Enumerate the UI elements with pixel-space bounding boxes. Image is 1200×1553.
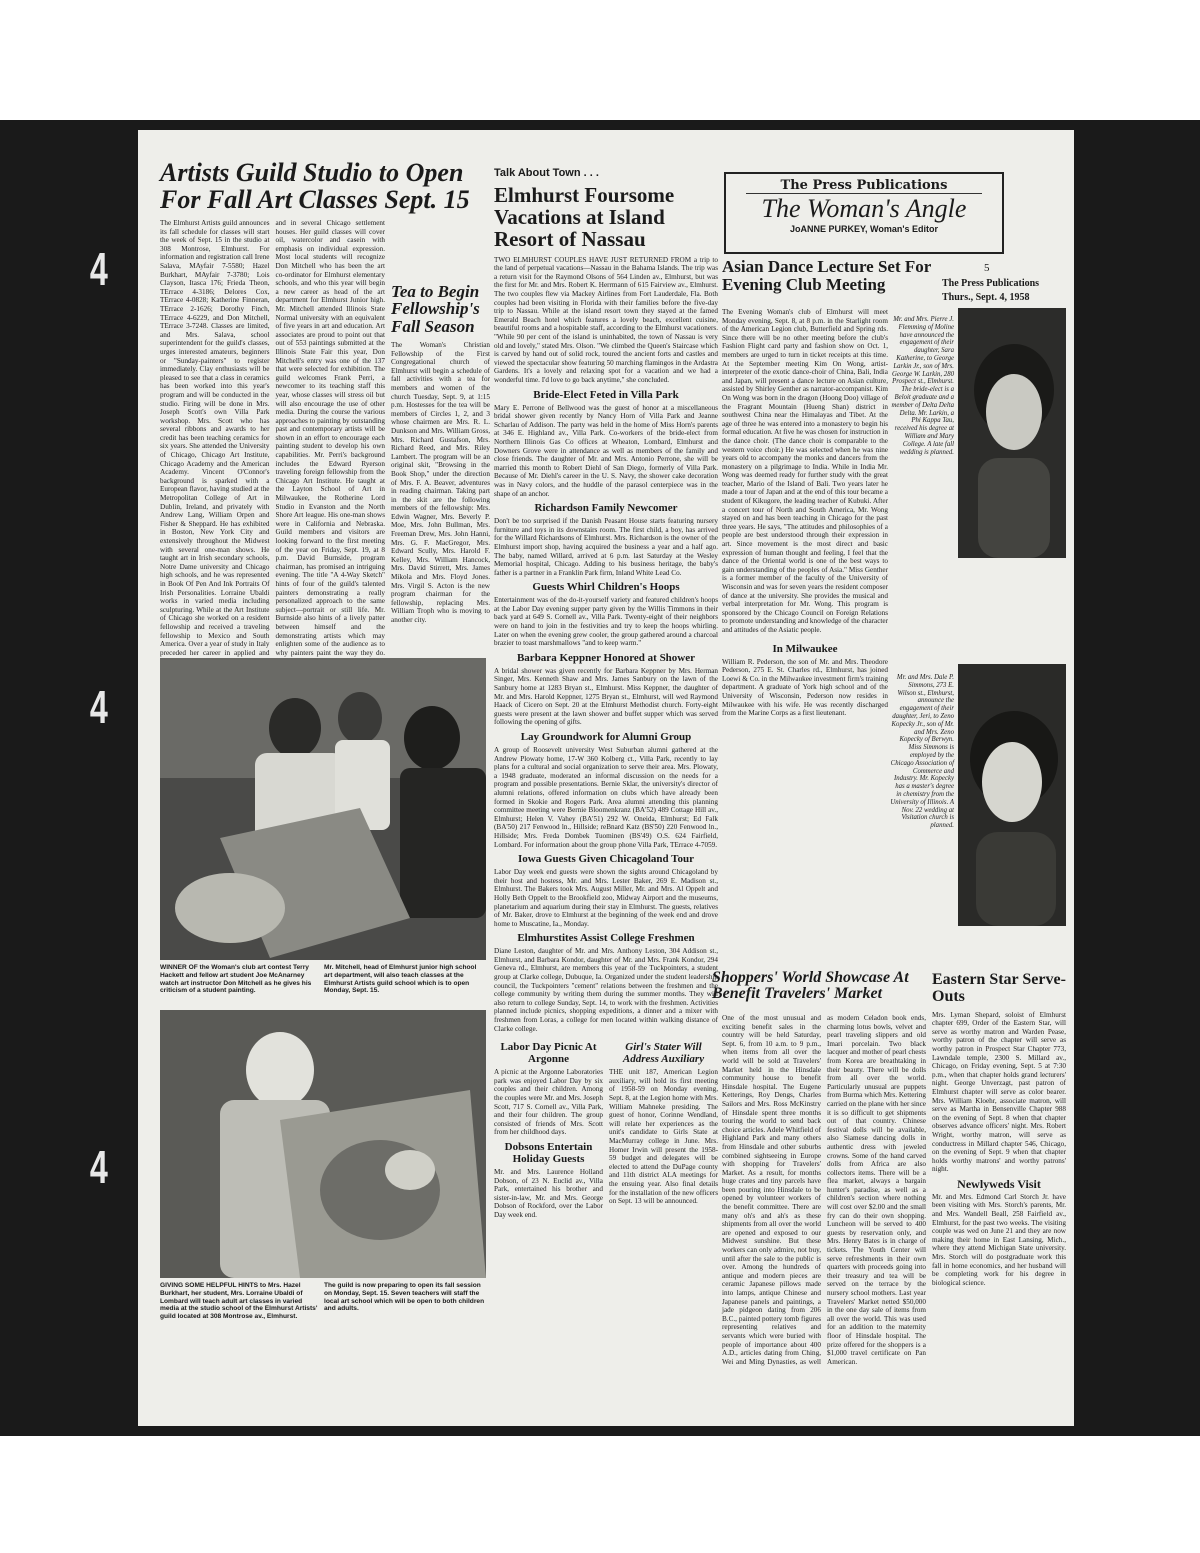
- asian-dance-article: [722, 308, 888, 968]
- art-class-photo: [160, 658, 486, 960]
- richardson-headline: Richardson Family Newcomer: [534, 502, 678, 515]
- newlyweds-body: Mr. and Mrs. Edmond Carl Storch Jr. have been visiting with Mrs. Storch's parents, Mr. and Mrs. Wandell Beall, 258 Fairfield av., Elmhurst, for the past two weeks. The visiting couple was wed on June 21 and they are now making their home in East Lansing, Mich., where they attend Michigan State university. Mrs. Storch will do postgraduate work this fall in home economics, and her husband will be completing work for his degree in biological science.: [932, 1192, 1066, 1287]
- tea-headline: Tea to Begin Fellowship's Fall Season: [391, 282, 480, 336]
- dateline-paper: The Press Publications: [942, 278, 1040, 289]
- shoppers-headline: Shoppers' World Showcase At Benefit Travelers' Market: [712, 969, 909, 1003]
- artists-guild-section: [160, 160, 490, 656]
- film-marker-bottom: 4: [89, 1141, 108, 1193]
- teaching-photo-illustration: [160, 1010, 486, 1278]
- shoppers-body: One of the most unusual and exciting benefit sales in the country will be held Saturday, Sept. 6, from 10 a.m. to 9 p.m., when items from all over the world will be sold at Travelers' Market held in the Hinsdale community house to benefit Hinsdale hospital. The Eugene Ketterings, Roy Dengs, Charles Sailors and Mrs. Ross McKinstry of Hinsdale spent three months touring the world to send back choice articles. Adele Whitfield of Highland Park and many others from Hinsdale and other suburbs combined sightseeing in Europe with shopping for Travelers' Market. As a result, for months huge crates and tiny parcels have been pouring into Hinsdale to be opened by volunteer workers of the benefit committee. There are many oh's and ah's as these shipments from all over the world are opened and exposed to our Midwest sunshine. But these workers can only admire, not buy, until after the sale to the public is over. Among the hundreds of antique and modern pieces are ceramic Japanese pillows made into lamps, antique Chinese and Japanese panels and paintings, a jade pidgeon dating from 206 B.C., painted pottery tomb figures representing relatives and servants which were buried with people of importance about 400 A.D., articles dating from Ching, Wei and Ming Dynasties, as well as modern Celadon book ends, charming lotus bowls, velvet and pearl traveling slippers and old Imari porcelain. Two black lacquer and mother of pearl chests from Korea are breathtaking in their beauty. There will be dolls from all over the world. Particularly unusual are puppets from Burma which Mrs. Kettering carried on the plane with her since it is so difficult to get shipments out of that country. Chinese festival dolls will be available, also Siamese dancing dolls in authentic dress with jeweled crowns. Some of the hand carved dolls from Africa are also collectors items. There will be a flea market, always a bargain hunter's paradise, as well as a children's section where nothing will cost over $2.00 and the small fry can do their own shopping. Luncheon will be served to 400 guests by reservation only, and Mrs. Henry Bates is in charge of tickets. The Youth Center will serve refreshments in their own quarters with proceeds going into their treasury and tea will be served on the terrace by the nursery school mothers. Last year Travelers' Market netted $50,000 in the one day sale of items from all over the world. This was used for an addition to the maternity floor of Hinsdale hospital. The prize offered for the shoppers is a $1,000 travel certificate on Pan American.: [722, 1014, 926, 1366]
- dobsons-headline: Dobsons Entertain Holiday Guests: [504, 1140, 593, 1165]
- teaching-caption-left: GIVING SOME HELPFUL HINTS to Mrs. Hazel Burkhart, her student, Mrs. Lorraine Ubaldi of Lombard will teach adult art classes in varied media at the studio school of the Elmhurst Artists' guild located at 308 Montrose av., Elmhurst.: [160, 1282, 318, 1321]
- artists-guild-body: The Elmhurst Artists guild announces its fall schedule for classes will start the week of Sept. 15 in the studio at 308 Montrose, Elmhurst. For information and registration call Irene Salava, MAyfair 7-5580; Hazel Burkhart, MAyfair 7-3780; Lois Clayson, Itasca 176; Frieda Theon, TErrace 4-3186; Delores Cox, TErrace 4-0828; Katherine Finneran, TErrace 2-1626; Dorothy Finch, TErrace 4-6229, and Don Mitchell, TErrace 3-7248. Classes are limited, and Mrs. Salava, school superintendent for the guild's classes, urges interested amateurs, beginners or "Sunday-painters" to register immediately. Clay enthusiasts will be pleased to see that a class in ceramics has been worked into this year's program and will be conducted in the studio. Firing will be done in Mrs. Joseph Scott's own Villa Park workshop. Mrs. Scott who has several ribbons and awards to her credit has been teaching ceramics for six years. She attended the University of Chicago, Chicago Art Institute, Chicago Academy and the American Academy. Vincent O'Connor's background is sparked with a European flavor, having studied at the Metropolitan College of Art in Dublin, Ireland, and privately with Andrew Lang, William Orpen and Fisher & Sheppard. He has exhibited in Boston, New York City and extensively throughout the Midwest with several one-man shows. He taught art in Irish secondary schools, Notre Dame university and Chicago high schools, and he was represented in Book Of Pen And Ink Portraits Of Irish Personalities. Lorraine Ubaldi works in varied media including sculpturing. While at the Art Institute of Chicago she worked on a resident fellowship and received a traveling fellowship to Mexico and South America. Over a year of study in Italy preceded her career in applied and and in several Chicago settlement houses. Her guild classes will cover oil, watercolor and casein with emphasis on individual expression. Most local students will recognize Don Mitchell who has been the art co-ordinator for Elmhurst elementary schools, and who this year will begin a new career as head of the art department for Elmhurst Junior high. Mr. Mitchell attended Illinois State Normal university with an equivalent of five years in art and education. Art associates are proud to point out that out of 553 paintings submitted at the Illinois State Fair this year, Don Mitchell's entry was one of the 137 that were selected for exhibition. The guild welcomes Frank Perri, a newcomer to its teaching staff this year, whose classes will stress oil but will also encourage the use of other media. During the course the various approaches to painting by outstanding past and contemporary artists will be shown in an effort to encourage each painting student to develop his own capabilities. Mr. Perri's background includes the Edward Ryerson traveling foreign fellowship from the Chicago Art Institute. He taught at the Layton School of Art in Milwaukee, the Rotherine Lord Studio in Evanston and the North Shore Art league. His one-man shows were in California and Nebraska. Guild members and visitors are looking forward to the first meeting of the year on Friday, Sept. 19, at 8 p.m. David Burnside, program chairman, has promised an intriguing evening. The title "A 4-Way Sketch" hints of four of the guild's talented painters demonstrating a really personalized approach to the same subject—portrait or still life. Mr. Burnside also hints of a lively patter between himself and the demonstrating artists which may enlighten some of the audience as to why painters paint the way they do.: [160, 219, 385, 657]
- engagement-portrait-1: [958, 308, 1066, 558]
- portrait-1-illustration: [958, 308, 1066, 558]
- talk-about-town-section: [494, 168, 718, 1422]
- film-marker-top: 4: [89, 243, 108, 295]
- newspaper-page: [138, 130, 1074, 1426]
- labor-day-body: A picnic at the Argonne Laboratories park was enjoyed Labor Day by six couples and their children. Among the couples were Mr. and Mrs. Joseph Scott, 717 S. Cornell av., Villa Park, and their four children. The group consisted of friends of Mrs. Scott from her childhood days.: [494, 1068, 603, 1137]
- asian-dance-headline: Asian Dance Lecture Set For Evening Club Meeting: [722, 257, 932, 294]
- bride-body: Mary E. Perrone of Bellwood was the guest of honor at a miscellaneous bridal shower given recently by Nancy Horn of Villa Park and Jeanne Scharlau of Addison. The party was held in the home of Miss Horn's parents at 346 E. Highland av., Villa Park. Co-workers of the bride-elect from Northern Illinois Gas Co offices at Wheaton, Lombard, Elmhurst and Downers Grove were in attendance as well as members of the family and close friends. The daughter of Mr. and Mrs. Antonio Perrone, she will be married this month to Robert Diehl of San Diego, formerly of Villa Park. Because of Mr. Diehl's career in the U. S. Navy, the shower cake decoration was in Navy colors, and the huddle of the parasol centerpiece was in the shape of an anchor.: [494, 403, 718, 498]
- labor-day-headline: Labor Day Picnic At Argonne: [500, 1041, 597, 1066]
- talk-kicker: Talk About Town . . .: [494, 167, 599, 179]
- teaching-caption-right: The guild is now preparing to open its fall session on Monday, Sept. 15. Seven teachers will staff the local art school which will be open to both children and adults.: [324, 1282, 485, 1313]
- girls-stater-body: THE unit 187, American Legion auxiliary, will hold its first meeting of 1958-59 on Monday evening, Sept. 8, at the Legion home with Mrs. William Mahneke presiding. The guest of honor, Corinne Wendland, will relate her experiences as the unit's candidate to Girls State at MacMurray college in June. Mrs. Homer Irwin will present the 1958-59 budget and delegates will be elected to attend the DuPage county and 11th district ALA meetings for the ensuing year. Also final details for the installation of the new officers on Sept. 13 will be announced.: [609, 1068, 718, 1206]
- artists-guild-headline: Artists Guild Studio to Open For Fall Art Classes Sept. 15: [160, 158, 470, 214]
- iowa-body: Labor Day week end guests were shown the sights around Chicagoland by their host and hostess, Mr. and Mrs. Lester Baker, 269 E. Madison st., Elmhurst. The Bakers took Mrs. August Miller, Mr. and Mrs. Al Oppelt and Holly Beth Oppelt to the Brookfield zoo, Midway Airport and the museums, planetarium and aquarium during their stay in Elmhurst. The guests, relatives of Mr. Baker, drove to Elmhurst at the beginning of the week end and drove home to Muscatine, Ia., Monday.: [494, 868, 718, 928]
- keppner-headline: Barbara Keppner Honored at Shower: [516, 651, 696, 664]
- nassau-headline: Elmhurst Foursome Vacations at Island Resort of Nassau: [494, 182, 675, 251]
- dobsons-body: Mr. and Mrs. Laurence Holland Dobson, of 23 N. Euclid av., Villa Park, entertained his brother and sister-in-law, Mr. and Mrs. George Dobson of Rockford, over the Labor Day week end.: [494, 1167, 603, 1219]
- art-class-caption-right: Mr. Mitchell, head of Elmhurst junior high school art department, will also teach classes at the Elmhurst Artists guild school which is to open Monday, Sept. 15.: [324, 964, 477, 995]
- eastern-star-headline: Eastern Star Serve-Outs: [932, 971, 1066, 1005]
- alumni-body: A group of Roosevelt university West Suburban alumni gathered at the Andrew Plowaty home, 17-W 360 Kolberg ct., Villa Park, recently to lay plans for a cultural and social organization to serve their area. Mrs. Plowaty, a 1948 graduate, moderated an informal discussion on the needs for a program and possible presentations. Bernie Sklar, the university's director of alumni relations, offered information on clubs which have already been formed in Skokie and Rogers Park. Area alumni attending this planning committee meeting were Bernie Bloomenkranz (BA'52) 489 Cottage Hill av., Elmhurst; Helen V. Vahey (BA'51) 292 W. Oneida, Elmhurst; Ed Falk (BA'50) 217 Fenwood ln., Hillside; reBnard Katz (BS'50) 220 Fenwood ln., Hillside; Mrs. Freda Dombek Tuominen (BS'49) O.S. 624 Fairfield, Lombard. For information about the group phone Villa Park, TErrace 4-7059.: [494, 746, 718, 849]
- keppner-body: A bridal shower was given recently for Barbara Keppner by Mrs. Herman Singer, Mrs. Kenneth Shaw and Mrs. James Sanbury on the lawn of the Sanbury home at 1283 Bryan st., Elmhurst. Miss Keppner, the daughter of Mr. and Mrs. Harold Keppner, 1275 Bryan st., Elmhurst, will wed Raymond Haack of Cicero on Sept. 20 at the Elmhurst Methodist church. Forty-eight guests were present at the lawn shower and buffet supper which was served following the opening of gifts.: [494, 666, 718, 727]
- eastern-star-section: [932, 972, 1066, 1424]
- guests-body: Entertainment was of the do-it-yourself variety and featured children's hoops at the Labor Day evening supper party given by the Willis Timmons in their back yard at 649 S. Cornell av., Villa Park. Twenty-eight of their neighbors were on hand to join in the festivities and try to keep the hoops whirling. Later on when the evening grew cooler, the group gathered around a charcoal brazier to toast marshmallows "and to keep warm.": [494, 596, 718, 648]
- page-number: 5: [984, 262, 990, 274]
- newlyweds-headline: Newlyweds Visit: [957, 1176, 1041, 1191]
- alumni-headline: Lay Groundwork for Alumni Group: [520, 731, 692, 743]
- richardson-body: Don't be too surprised if the Danish Peasant House starts featuring nursery furniture and toys in its downstairs room. The first child, a boy, has arrived for the Willard Richardsons of Elmhurst. Mrs. Richardson is the owner of the Elmhurst import shop, having acquired the business a year and a half ago. The baby, named Willard, arrived at 6 p.m. last Saturday at the Wesley Memorial hospital, Chicago. Adding to his business heritage, the baby's father is a partner in a Franklin Park firm, Inland White Lead Co.: [494, 517, 718, 577]
- teaching-photo: [160, 1010, 486, 1278]
- girls-stater-headline: Girl's Stater Will Address Auxiliary: [622, 1041, 705, 1066]
- engagement-caption-2: Mr. and Mrs. Dale P. Simmons, 273 E. Wilson st., Elmhurst, announce the engagement of their daughter, Jeri, to Zeno Kopecky Jr., son of Mr. and Mrs. Zeno Kopecky of Berwyn. Miss Simmons is employed by the Chicago Association of Commerce and Industry. Mr. Kopecky has a master's degree in chemistry from the University of Illinois. A Nov. 22 wedding at Visitation church is planned.: [890, 674, 954, 830]
- portrait-2-illustration: [958, 664, 1066, 926]
- film-marker-middle: 4: [89, 681, 108, 733]
- freshmen-headline: Elmhurstites Assist College Freshmen: [517, 932, 695, 945]
- eastern-star-body: Mrs. Lyman Shepard, soloist of Elmhurst chapter 699, Order of the Eastern Star, will serve as worthy matron and Warden Pease, worthy patron of the chapter will serve as worthy patron in Prospect Star Chapter 773, Lawndale temple, 2300 S. Millard av., Chicago, on Friday evening, Sept. 5 at 7:30 p.m., when that chapter holds grand lecturers' night. George Unverzagt, past patron of Elmhurst chapter will serve as color bearer. Mrs. William Kloehr, associate matron, will serve as Martha in Bensenville Chapter 988 on the evening of Sept. 8 when that chapter observes advance officers' night. Mrs. Robert Wright, worthy matron, will serve as conductress in Millard chapter 546, Chicago, on the evening of Sept. 9 when that chapter holds worthy matrons' and worthy patrons' night.: [932, 1010, 1066, 1174]
- engagement-caption-1: Mr. and Mrs. Pierre J. Flemming of Moline have announced the engagement of their daughter, Sara Katherine, to George Larkin Jr., son of Mrs. George W. Larkin, 280 Prospect st., Elmhurst. The bride-elect is a Beloit graduate and a member of Delta Delta Delta. Mr. Larkin, a Phi Kappa Tau, received his degree at William and Mary College. A late fall wedding is planned.: [891, 316, 954, 456]
- asian-dance-body: The Evening Woman's club of Elmhurst will meet Monday evening, Sept. 8, at 8 p.m. in the Starlight room of the American Legion club, Butterfield and Spring rds. Since there will be no other meeting before the club's Fashion Flight card party and fashion show on Oct. 1, members are urged to turn in ticket receipts at this time. At the September meeting Kim On Wong, artist-interpreter of the exotic dance-choir of China, Bali, India and Japan, will present a dance lecture on Asian culture, assisted by Shirley Genther as narrator-accompanist. Kim On Wong was born in the dragon (Hoong Doo) village of the Fragrant Mountain (Hueng Shan) district in southwest China near the Himalayas and Tibet. At the age of three he was entered into a monastery to begin his formal education. At five he was chosen for instruction in the dance choir. (The dance choir is comparable to the western voice choir.) He was selected when he was nine years old to accompany the monks and dancers from the monastery on a pilgrimage to India. While in India Mr. Wong was deemed ready for further study with the great teacher, Mario of the Island of Bali. Two years later he made a tour of Japan and at the end of this tour became a student of Kikugore, the leading teacher of Kubuki. After a concert tour of North and South America, Mr. Wong stayed on and has been teaching in Chicago for the past three years. He says, "The attitudes and philosophies of a people are best understood through their expression in art. Since movement is the most direct and basic expression of human thought and feeling, I feel that the dance of the Oriental world is one of the best ways to gain understanding of the peoples of Asia." Miss Genther is a former member of the faculty of the University of Wisconsin and was for seven years the resident composer of dance at the university. She provides the musical and verbal interpretation for Mr. Wong. This program is sponsored by the Chicago Council on Foreign Relations to promote understanding and knowledge of the character and attitudes of the Asiatic people.: [722, 308, 888, 634]
- tea-body: The Woman's Christian Fellowship of the First Congregational church of Elmhurst will begin a schedule of fall activities with a tea for members and women of the church Tuesday, Sept. 9, at 1:15 p.m. Hostesses for the tea will be members of Circles 1, 2, and 3 whose chairmen are Mrs. R. L. Dunkson and Mrs. William Gross, Mrs. Richard Gustafson, Mrs. Richard Reed, and Mrs. Riley Lambert. The program will be an original skit, "Browsing in the Book Shop," under the direction of Mrs. F. A. Beaver, adventures in reading chairman. Taking part in the skit are the following members of the fellowship: Mrs. Edwin Wagner, Mrs. Beverly P. Moe, Mrs. John Bullman, Mrs. Freeman Drew, Mrs. John Hanni, Mrs. G. F. MacGregor, Mrs. Edward Scully, Mrs. Harold F. Kelley, Mrs. William Hancock, Mrs. David Stirrett, Mrs. James Mikola and Mrs. Floyd Jones. Mrs. Virgil S. Acton is the new program chairman for the fellowship, replacing Mrs. William Troph who is moving to another city.: [391, 341, 490, 625]
- milwaukee-headline: In Milwaukee: [772, 642, 838, 655]
- guests-headline: Guests Whirl Children's Hoops: [532, 581, 680, 594]
- masthead-title: The Woman's Angle: [761, 194, 967, 223]
- milwaukee-body: William R. Pederson, the son of Mr. and Mrs. Theodore Pederson, 275 E. St. Charles rd., Elmhurst, has joined Loewi & Co. in the Milwaukee investment firm's training department. A graduate of York high school and of the University of Wisconsin, Pederson now resides in Milwaukee with his wife. He was recently discharged from the Marine Corps as a first lieutenant.: [722, 657, 888, 718]
- iowa-headline: Iowa Guests Given Chicagoland Tour: [517, 853, 695, 866]
- shoppers-article: [722, 1014, 926, 1424]
- art-class-caption-left: WINNER OF the Woman's club art contest Terry Hackett and fellow art student Joe McAnarney watch art instructor Don Mitchell as he gives his criticism of a student painting.: [160, 964, 312, 995]
- masthead-editor: JoANNE PURKEY, Woman's Editor: [790, 224, 938, 234]
- masthead-box: [724, 172, 1004, 254]
- nassau-body: TWO ELMHURST COUPLES HAVE JUST RETURNED FROM a trip to the land of perpetual vacations—Nassau in the Bahama Islands. The trip was a return visit for the Raymond Olsons of 564 Linden av., Elmhurst, but was the first for Mr. and Mrs. Robert K. Herrmann of 615 Fairview av., Elmhurst. The two couples flew via Mackey Airlines from Fort Lauderdale, Fla. Both couples had been visiting in Florida with their families before the five-day trip to Nassau. While at the island resort town they stayed at the famed Emerald Beach hotel which features a lovely beach, excellent cuisine, beautiful rooms and a hospitable staff, according to the Elmhurst vacationers. "While 90 per cent of the island is uninhabited, the town of Nassau is very old and lovely," stated Mrs. Olson. "We climbed the Queen's Staircase which is carved by hand out of solid rock, toured the ancient forts and castles and viewed the spectacular show featuring 50 marching flamingos in the Ardastra Gardens. It's a lovely and relaxing spot for a vacation and we had a wonderful time. I'd love to go back anytime," she concluded.: [494, 255, 718, 384]
- freshmen-body: Diane Leston, daughter of Mr. and Mrs. Anthony Leston, 304 Addison st., Elmhurst, and Barbara Kondor, daughter of Mr. and Mrs. Frank Kondor, 294 Geneva rd., Elmhurst, are members this year of the Tuckpointers, a student group at Clarke college, Dubuque, Ia. Organized under the student leadership council, the Tuckpointers "cement" relations between the freshmen and the college community by writing them during the summer months. They will also return to college Sunday, Sept. 14, to work with the freshmen. Activities planned include picnics, shopping expeditions, a dinner and a mixer with freshmen from Loras, a college for men located within walking distance of Clarke college.: [494, 947, 718, 1033]
- bride-headline: Bride-Elect Feted in Villa Park: [533, 388, 679, 401]
- masthead-publisher: The Press Publications: [746, 178, 982, 194]
- art-class-photo-illustration: [160, 658, 486, 960]
- dateline-date: Thurs., Sept. 4, 1958: [942, 292, 1030, 303]
- engagement-portrait-2: [958, 664, 1066, 926]
